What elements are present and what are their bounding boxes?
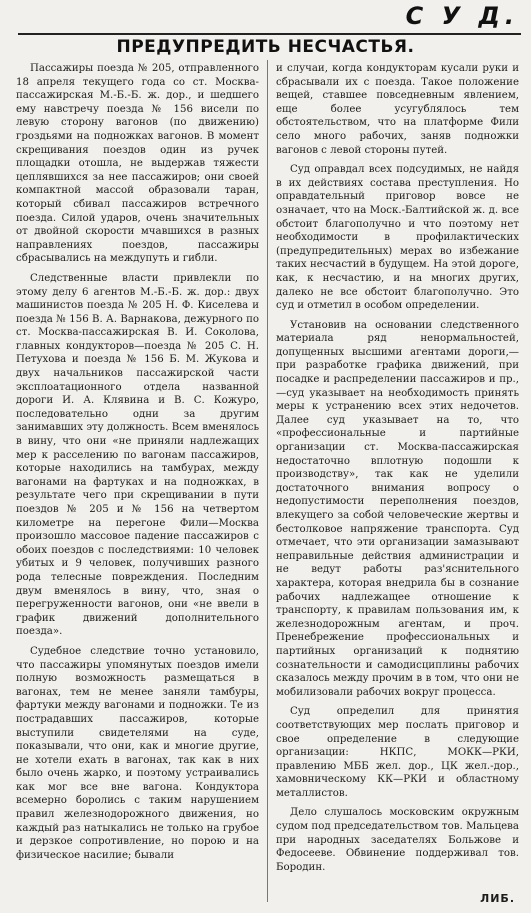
paragraph: Суд определил для принятия соответствующих мер послать приговор и свое определение в следующие организации: НКПС, МОКК—РКИ, правлению МББ жел. дор., ЦК жел.-дор., хамовническому КК—РКИ и областному металлистов. <box>276 706 519 799</box>
paragraph: Следственные власти привлекли по этому делу 6 агентов М.-Б.-Б. ж. дор.: двух машинистов поезда № 205 Н. Ф. Киселева и поезда № 156 В. А. Варнакова, дежурного по ст. Москва-пассажирская В. И. Соколова, главных кондукторов—поезда № 205 С. Н. Петухова и поезда № 156 Б. М. Жукова и двух начальников пассажирской части эксплоатационного отдела названной дороги И. А. Клявина и В. С. Кожуро, последовательно одни за другим занимавших эту должность. Всем вменялось в вину, что они «не приняли надлежащих мер к расселению по вагонам пассажиров, которые находились на тамбурах, между вагонами на фартуках и на подножках, в результате чего при скрещивании в пути поездов № 205 и № 156 на четвертом километре на перегоне Фили—Москва произошло массовое падение пассажиров с обоих поездов с последствиями: 10 человек убитых и 9 человек, получивших разного рода телесные повреждения. Последним двум вменялось в вину, что, зная о перегруженности вагонов, они «не ввели в график движений дополнительного поезда». <box>16 272 259 638</box>
article-column-right <box>276 62 519 892</box>
paragraph: Судебное следствие точно установило, что пассажиры упомянутых поездов имели полную возможность размещаться в вагонах, тем не менее заняли тамбуры, фартуки между вагонами и подножки. Те из пострадавших пассажиров, которые выступили свидетелями на суде, показывали, что они, как и многие другие, не хотели ехать в вагонах, так как в них было очень жарко, и поэтому устраивались как мог все вне вагона. Кондуктора всемерно боролись с таким нарушением правил железнодорожного движения, но каждый раз натыкались не только на грубое и дерзкое сопротивление, но порою и на физическое насилие; бывали <box>16 645 259 861</box>
paragraph: и случаи, когда кондукторам кусали руки и сбрасывали их с поезда. Такое положение вещей, ставшее повседневным явлением, еще более усугублялось тем обстоятельством, что на платформе Фили село много рабочих, заняв подножки вагонов с левой стороны путей. <box>276 63 519 156</box>
paragraph: Суд оправдал всех подсудимых, не найдя в их действиях состава преступления. Но оправдательный приговор вовсе не означает, что на Моск.-Балтийской ж. д. все обстоит благополучно и что поэтому нет необходимости в профилактических (предупредительных) мерах во избежание таких несчастий в будущем. На этой дороге, как, к несчастию, и на многих других, далеко не все обстоит благополучно. Это суд и отметил в особом определении. <box>276 164 519 312</box>
article-headline: ПРЕДУПРЕДИТЬ НЕСЧАСТЬЯ. <box>116 37 415 57</box>
column-divider <box>267 60 268 902</box>
author-signature: ЛИБ. <box>480 892 515 905</box>
section-title: С У Д. <box>405 2 519 30</box>
article-column-left <box>16 62 259 892</box>
paragraph: Установив на основании следственного материала ряд ненормальностей, допущенных высшими агентами дороги,—при разработке графика движений, при посадке и распределении пассажиров и пр.,—суд указывает на необходимость принять меры к устранению всех этих недочетов. Далее суд указывает на то, что «профессиональные и партийные организации ст. Москва-пассажирская недостаточно вплотную подошли к производству», так как не уделили достаточного внимания вопросу о недопустимости переполнения поездов, влекущего за собой человеческие жертвы и бестолковое напряжение транспорта. Суд отмечает, что эти организации замазывают неправильные действия администрации и не ведут работы раз'яснительного характера, которая внедрила бы в сознание рабочих надлежащее отношение к транспорту, к правилам пользования им, к железнодорожным агентам, и проч. Пренебрежение профессиональных и партийных организаций к поднятию сознательности и самодисциплины рабочих сказалось между прочим в в том, что они не мобилизовали рабочих вокруг процесса. <box>276 319 519 698</box>
paragraph: Пассажиры поезда № 205, отправленного 18 апреля текущего года со ст. Москва-пассажирская М.-Б.-Б. ж. дор., и шедшего ему навстречу поезда № 156 висели по левую сторону вагонов (по движению) гроздьями на подножках вагонов. В момент скрещивания поездов один из ручек площадки отошла, не выдержав тяжести цеплявшихся за нее пассажиров; они своей компактной массой образовали таран, который сбивал пассажиров встречного поезда. Силой ударов, очень значительных от двойной скорости мчавшихся в разных направлениях поездов, пассажиры сбрасывались на междупуть и гибли. <box>16 63 259 265</box>
header-rule <box>18 33 521 35</box>
paragraph: Дело слушалось московским окружным судом под председательством тов. Мальцева при народных заседателях Больжове и Федосееве. Обвинение поддерживал тов. Бородин. <box>276 807 519 873</box>
